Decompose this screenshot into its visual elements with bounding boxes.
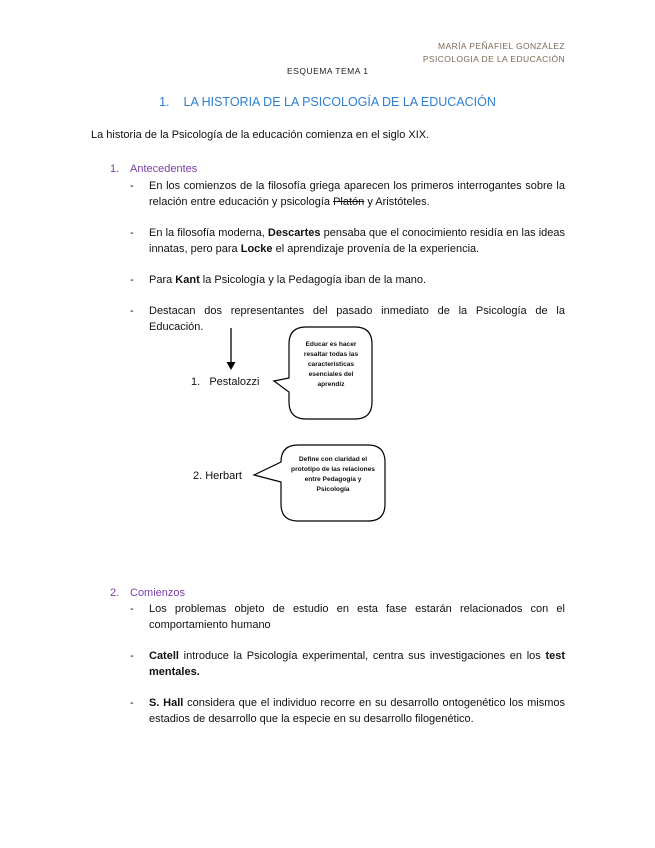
arrowhead: [227, 362, 236, 370]
list-item: [130, 601, 565, 633]
section-label: Antecedentes: [130, 163, 198, 175]
representative-pestalozzi: 1. Pestalozzi: [191, 376, 260, 388]
item-text: pensaba que el conocimiento residía en las ideas innatas, pero para: [149, 227, 565, 255]
callout-text: Define con claridad el prototipo de las relaciones entre Pedagogía y Psicología: [291, 456, 375, 493]
list-item: [130, 695, 565, 727]
item-text: el aprendizaje provenía de la experiencia.: [272, 243, 480, 255]
bold-name: Catell: [149, 650, 179, 662]
intro-paragraph: La historia de la Psicología de la educación comienza en el siglo XIX.: [91, 129, 430, 141]
bold-name: Kant: [175, 274, 200, 286]
item-text: Los problemas objeto de estudio en esta fase estarán relacionados con el comportamiento humano: [149, 603, 565, 631]
title-text: LA HISTORIA DE LA PSICOLOGÍA DE LA EDUCACIÓN: [183, 95, 496, 109]
list-item: [130, 648, 565, 680]
item-text: En la filosofía moderna,: [149, 227, 268, 239]
item-text: En los comienzos de la filosofía griega aparecen los primeros interrogantes sobre la relación entre educación y psicología: [149, 180, 565, 208]
item-text: la Psicología y la Pedagogía iban de la mano.: [199, 274, 427, 286]
item-text: introduce la Psicología experimental, centra sus investigaciones en los: [178, 650, 546, 662]
bullet-dash: -: [130, 603, 134, 615]
item-text: Destacan dos representantes del pasado inmediato de la Psicología de la Educación.: [149, 305, 565, 333]
header-subject: PSICOLOGIA DE LA EDUCACIÓN: [422, 54, 565, 64]
item-text: y Aristóteles.: [364, 196, 430, 208]
struck-name: Platón: [333, 196, 365, 208]
header-author: MARÍA PEÑAFIEL GONZÁLEZ: [438, 41, 565, 51]
bold-name: Descartes: [267, 227, 321, 239]
section-label: Comienzos: [130, 587, 186, 599]
bullet-dash: -: [130, 227, 134, 239]
item-text: Para: [149, 274, 176, 286]
section-heading-comienzos: [110, 587, 185, 599]
title-number: 1.: [159, 95, 170, 109]
doc-label: ESQUEMA TEMA 1: [287, 66, 369, 76]
representative-herbart: 2. Herbart: [193, 470, 242, 482]
bullet-dash: -: [130, 305, 134, 317]
bullet-dash: -: [130, 180, 134, 192]
section-number: 1.: [110, 163, 120, 175]
item-text: considera que el individuo recorre en su desarrollo ontogenético los mismos estadios de desarrollo que la especie en su desarrollo filogenético.: [149, 697, 566, 725]
bold-term: test mentales.: [149, 650, 565, 678]
bullet-dash: -: [130, 274, 134, 286]
section-number: 2.: [110, 587, 120, 599]
callout-text: Educar es hacer resaltar todas las características esenciales del aprendiz: [303, 341, 359, 388]
bullet-dash: -: [130, 650, 134, 662]
bold-name: S. Hall: [149, 697, 184, 709]
bullet-dash: -: [130, 697, 134, 709]
bold-name: Locke: [240, 243, 273, 255]
